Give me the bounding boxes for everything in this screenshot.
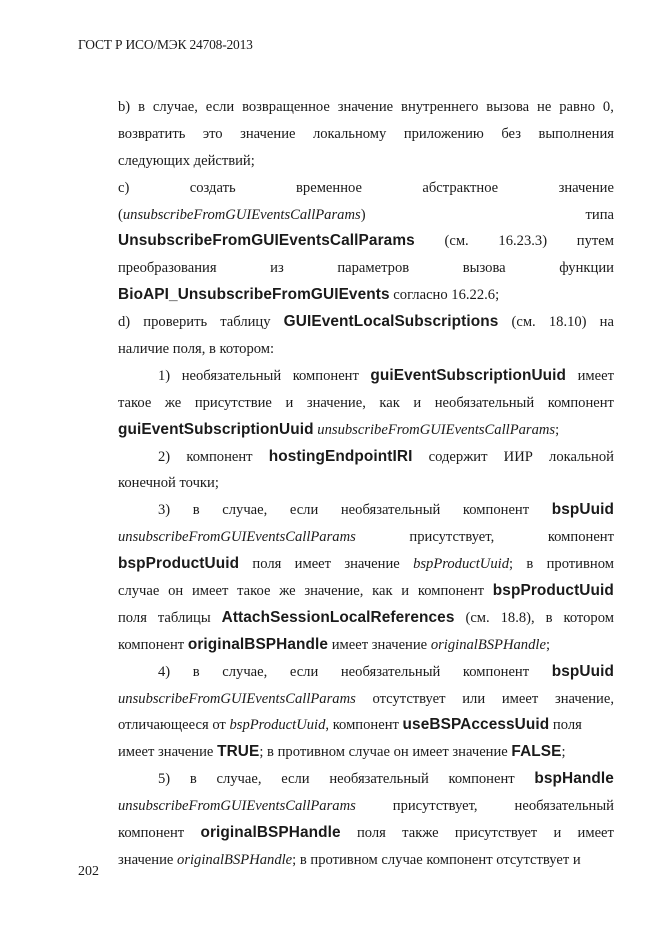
text-word: имеет <box>191 583 229 600</box>
text-word: не <box>537 99 552 115</box>
text-word: функции <box>559 260 614 277</box>
text-word: необязательный <box>340 502 441 519</box>
text-word: абстрактное <box>422 179 499 196</box>
text-word: приложению <box>403 125 484 142</box>
text-word: компонент <box>462 663 530 680</box>
document-body <box>118 94 614 874</box>
text-word: d) <box>118 314 131 331</box>
text-word: следующих действий; <box>118 152 255 169</box>
text-word: содержит <box>428 448 488 465</box>
italic-term: unsubscribeFromGUIEventsCallParams <box>118 798 356 815</box>
page-number: 202 <box>78 864 99 879</box>
text-word: необязательный <box>181 367 282 384</box>
text-line <box>118 390 614 417</box>
code-term: guiEventSubscriptionUuid <box>118 420 314 438</box>
text-word: 18.10) <box>548 314 587 331</box>
code-term: TRUE <box>217 743 260 761</box>
text-line <box>118 551 614 578</box>
italic-term: unsubscribeFromGUIEventsCallParams <box>317 421 556 438</box>
text-word: компонент <box>292 367 359 384</box>
text-word: путем <box>576 233 614 250</box>
italic-term: (unsubscribeFromGUIEventsCallParams) <box>118 206 366 223</box>
text-word: необязательный <box>329 771 429 788</box>
text-word: ; в противном случае он имеет значение <box>259 744 512 761</box>
text-word: значение, <box>306 394 366 411</box>
text-word: такое <box>237 583 271 600</box>
text-word: в <box>526 556 534 573</box>
text-word: ; в противном случае компонент отсутствует и <box>292 851 581 868</box>
text-word: 18.8), <box>500 609 535 626</box>
text-line <box>118 121 614 148</box>
code-term: FALSE <box>511 743 562 761</box>
text-word: значение <box>558 179 614 196</box>
text-word: локальной <box>549 448 614 465</box>
text-word: 0, <box>602 99 614 115</box>
code-term: bspUuid <box>551 662 614 680</box>
text-word: возвращенное <box>242 99 330 115</box>
code-term: UnsubscribeFromGUIEventsCallParams <box>118 232 415 250</box>
text-word: это <box>202 125 223 142</box>
text-word: компонент <box>448 771 515 788</box>
text-word: из <box>270 260 284 277</box>
text-line <box>118 659 614 686</box>
code-term: originalBSPHandle <box>187 635 329 653</box>
text-word: в <box>192 663 200 680</box>
text-word: он <box>168 583 184 600</box>
text-word: если <box>289 502 319 519</box>
text-line <box>118 282 614 309</box>
text-word: локальному <box>312 125 387 142</box>
text-word: противном <box>546 556 614 573</box>
text-word: в <box>138 99 145 115</box>
italic-term: originalBSPHandle <box>177 851 293 868</box>
text-line <box>118 202 614 229</box>
text-word: поля <box>356 825 386 842</box>
text-word: присутствует, <box>392 798 478 815</box>
text-word: компонент <box>547 394 614 411</box>
text-word: в <box>189 771 197 788</box>
text-word: случае <box>118 583 160 600</box>
text-word: имеет значение <box>328 636 431 653</box>
text-word: котором <box>563 609 614 626</box>
text-line <box>118 255 614 282</box>
text-word: b) <box>118 99 131 115</box>
code-term: BioAPI_UnsubscribeFromGUIEvents <box>118 286 390 304</box>
text-word: необязательный <box>434 394 535 411</box>
text-word: случае, <box>216 771 262 788</box>
text-word: компонент <box>547 529 614 546</box>
text-line <box>118 847 614 874</box>
text-word: если <box>205 99 235 115</box>
text-word: таблицы <box>157 609 211 626</box>
text-word: же <box>279 583 296 600</box>
text-word: имеет <box>577 367 614 384</box>
text-word: ; <box>561 744 566 761</box>
text-line <box>118 148 614 175</box>
text-word: согласно 16.22.6; <box>389 287 500 304</box>
text-line <box>118 309 614 336</box>
text-word: необязательный <box>514 798 614 815</box>
text-word: (см. <box>444 233 469 250</box>
text-word: компонент <box>118 825 185 842</box>
text-word: поля <box>118 609 147 626</box>
text-line <box>118 686 614 713</box>
text-line <box>118 578 614 605</box>
text-word: выполнения <box>538 125 614 142</box>
text-word: вызова <box>462 260 506 277</box>
text-word: также <box>402 825 439 842</box>
text-word: без <box>501 125 521 142</box>
text-line <box>118 632 614 659</box>
text-line <box>118 336 614 363</box>
text-word: (см. <box>511 314 536 331</box>
text-word: компонент <box>417 583 485 600</box>
text-word: типа <box>585 206 614 223</box>
text-word: присутствует <box>454 825 538 842</box>
text-word: такое <box>118 394 152 411</box>
text-word: и <box>413 394 422 411</box>
text-word: отсутствует <box>372 690 446 707</box>
text-word: наличие поля, в котором: <box>118 341 275 358</box>
text-line <box>118 470 614 497</box>
text-word: равно <box>559 99 596 115</box>
text-line <box>118 94 614 121</box>
text-word: и <box>285 394 294 411</box>
text-word: 16.23.3) <box>498 233 548 250</box>
text-word: компонент <box>186 448 253 465</box>
text-word: случае, <box>222 502 268 519</box>
text-word: имеет <box>577 825 614 842</box>
text-word: (см. <box>465 609 490 626</box>
text-line <box>118 175 614 202</box>
text-word: преобразования <box>118 260 217 277</box>
text-word: 4) <box>158 663 171 680</box>
text-line <box>118 766 614 793</box>
text-word: отличающееся от <box>118 717 230 734</box>
text-word: имеет <box>294 556 332 573</box>
text-word: параметров <box>337 260 410 277</box>
text-line <box>118 605 614 632</box>
text-word: в <box>545 609 553 626</box>
text-word: в <box>192 502 200 519</box>
code-term: useBSPAccessUuid <box>402 716 550 734</box>
text-word: c) <box>118 179 130 196</box>
code-term: hostingEndpointIRI <box>268 447 413 465</box>
text-word: случае, <box>222 663 268 680</box>
text-word: присутствует, <box>409 529 495 546</box>
text-word: компонент <box>462 502 530 519</box>
text-word: имеет значение <box>118 744 218 761</box>
text-word: проверить <box>143 314 208 331</box>
code-term: AttachSessionLocalReferences <box>221 608 455 626</box>
text-word: значение <box>337 99 394 115</box>
text-word: или <box>462 690 486 707</box>
text-word: и <box>553 825 562 842</box>
code-term: bspHandle <box>534 770 614 788</box>
code-term: bspProductUuid <box>492 582 614 600</box>
text-word: значение <box>344 556 400 573</box>
text-line <box>118 820 614 847</box>
text-word: необязательный <box>340 663 441 680</box>
text-word: присутствие <box>194 394 272 411</box>
text-word: 3) <box>158 502 171 519</box>
text-word: на <box>599 314 614 331</box>
text-word: значение, <box>554 690 614 707</box>
italic-term: bspProductUuid; <box>413 556 514 573</box>
text-word: как <box>379 394 400 411</box>
text-word: поля <box>252 556 282 573</box>
text-line <box>118 497 614 524</box>
text-word: создать <box>189 179 236 196</box>
italic-term: unsubscribeFromGUIEventsCallParams <box>118 690 356 707</box>
text-line <box>118 793 614 820</box>
text-word: 1) <box>158 367 171 384</box>
text-word: , компонент <box>325 717 403 734</box>
text-line <box>118 417 614 444</box>
text-word: 2) <box>158 448 171 465</box>
italic-term: bspProductUuid <box>229 717 326 734</box>
italic-term: unsubscribeFromGUIEventsCallParams <box>118 529 356 546</box>
text-word: возвратить <box>118 125 186 142</box>
text-line <box>118 524 614 551</box>
text-word: имеет <box>501 690 539 707</box>
text-line <box>118 712 614 739</box>
code-term: bspUuid <box>551 501 614 519</box>
code-term: bspProductUuid <box>118 555 240 573</box>
code-term: guiEventSubscriptionUuid <box>370 366 567 384</box>
text-word: если <box>281 771 310 788</box>
text-line <box>118 363 614 390</box>
text-line <box>118 739 614 766</box>
document-header: ГОСТ Р ИСО/МЭК 24708-2013 <box>78 37 253 52</box>
text-line <box>118 444 614 471</box>
text-word: как <box>372 583 393 600</box>
text-word: таблицу <box>220 314 271 331</box>
text-word: конечной точки; <box>118 475 219 492</box>
text-word: 5) <box>158 771 171 788</box>
text-word: вызова <box>486 99 530 115</box>
text-word: и <box>401 583 410 600</box>
text-word: если <box>289 663 319 680</box>
text-word: поля <box>549 717 582 734</box>
text-word: значение, <box>304 583 364 600</box>
text-word: ИИР <box>503 448 533 465</box>
code-term: originalBSPHandle <box>200 824 341 842</box>
text-line <box>118 228 614 255</box>
text-word: значение <box>118 851 178 868</box>
text-word: же <box>164 394 182 411</box>
text-word: ; <box>545 636 550 653</box>
text-word: компонент <box>118 636 188 653</box>
text-word: значение <box>240 125 296 142</box>
text-word: временное <box>296 179 362 196</box>
text-word: внутреннего <box>401 99 479 115</box>
italic-term: originalBSPHandle <box>430 636 546 653</box>
text-word: случае, <box>152 99 198 115</box>
code-term: GUIEventLocalSubscriptions <box>283 313 499 331</box>
text-word: ; <box>555 421 560 438</box>
